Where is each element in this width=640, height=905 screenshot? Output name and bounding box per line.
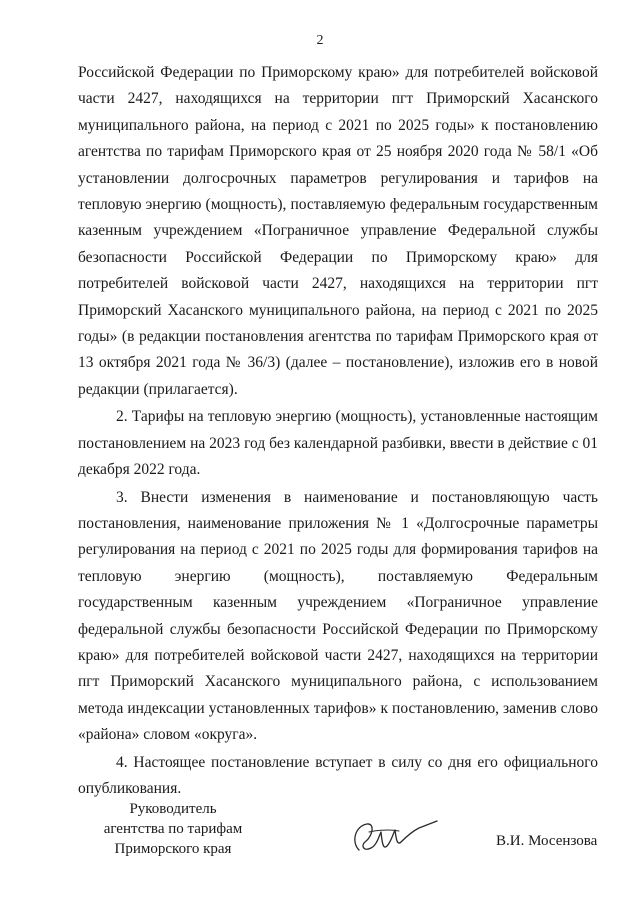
signatory-title <box>78 799 268 859</box>
handwritten-signature <box>345 812 440 860</box>
paragraph-2: 2. Тарифы на тепловую энергию (мощность), установленные настоящим постановлением на 2023 год без календарной разбивки, ввести в действие с 01 декабря 2022 года. <box>78 408 598 479</box>
page-number: 2 <box>316 33 324 48</box>
document-body <box>78 60 598 802</box>
signatory-title-line-1: Руководитель <box>129 801 217 817</box>
paragraph-4: 4. Настоящее постановление вступает в силу со дня его официального опубликования. <box>78 753 598 797</box>
signatory-title-line-3: Приморского края <box>114 841 232 857</box>
paragraph-3: 3. Внести изменения в наименование и постановляющую часть постановления, наименование приложения № 1 «Долгосрочные параметры регулирования на период с 2021 по 2025 годы для формирования тарифов на тепловую энергию (мощность), поставляемую Федеральным государственным казенным учреждением «Пограничное управление федеральной службы безопасности Российской Федерации по Приморскому краю» для потребителей войсковой части 2427, находящихся на территории пгт Приморский Хасанского муниципального района, с использованием метода индексации установленных тарифов» к постановлению, заменив слово «района» словом «округа». <box>78 488 598 744</box>
signatory-name: В.И. Мосензова <box>496 833 598 849</box>
paragraph-continuation: Российской Федерации по Приморскому краю» для потребителей войсковой части 2427, находящихся на территории пгт Приморский Хасанского муниципального района, на период с 2021 по 2025 годы» к постановлению агентства по тарифам Приморского края от 25 ноября 2020 года № 58/1 «Об установлении долгосрочных параметров регулирования и тарифов на тепловую энергию (мощность), поставляемую федеральным государственным казенным учреждением «Пограничное управление Федеральной службы безопасности Российской Федерации по Приморскому краю» для потребителей войсковой части 2427, находящихся на территории пгт Приморский Хасанского муниципального района, на период с 2021 по 2025 годы» (в редакции постановления агентства по тарифам Приморского края от 13 октября 2021 года № 36/3) (далее – постановление), изложив его в новой редакции (прилагается). <box>78 64 598 398</box>
signatory-title-line-2: агентства по тарифам <box>103 821 243 837</box>
